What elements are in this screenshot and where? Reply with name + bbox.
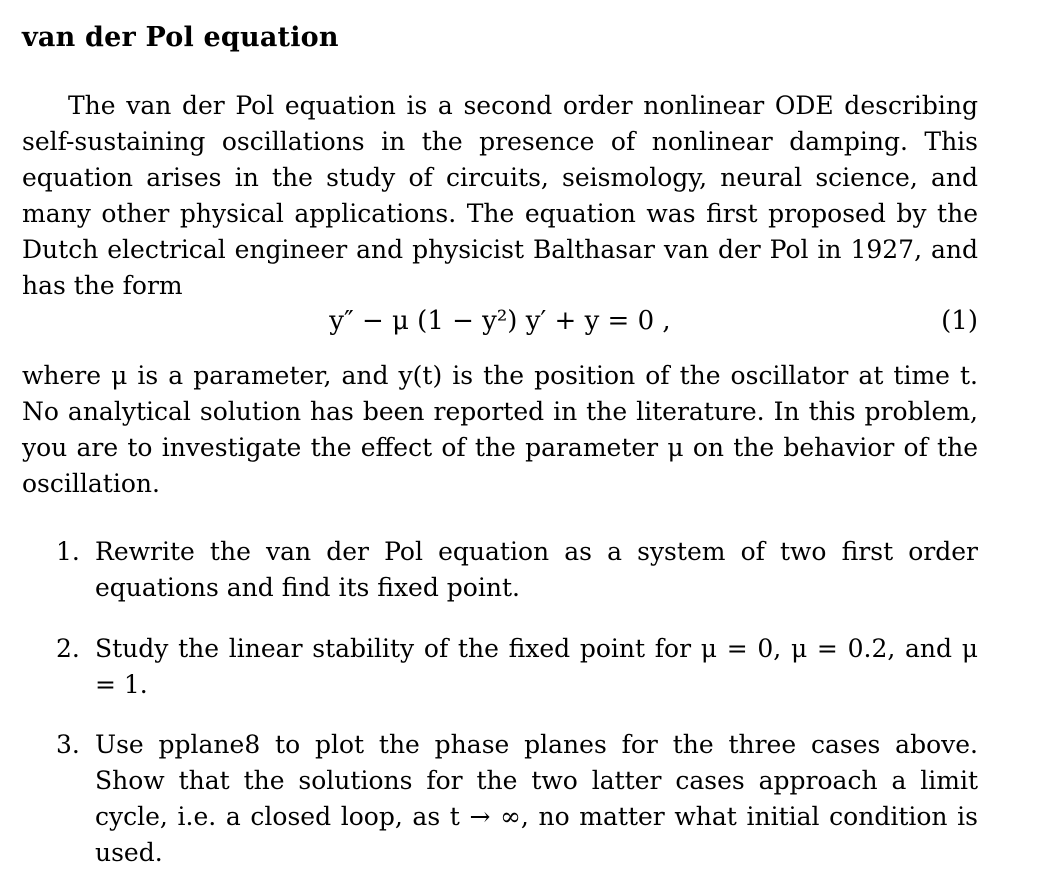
list-item — [56, 631, 978, 703]
equation-block — [22, 306, 978, 346]
section-title: van der Pol equation — [22, 22, 339, 53]
list-item-text: Study the linear stability of the fixed point for μ = 0, μ = 0.2, and μ = 1. — [95, 634, 978, 699]
equation-formula: y″ − μ (1 − y²) y′ + y = 0 , — [329, 306, 671, 336]
list-item-number: 1. — [56, 537, 80, 566]
second-paragraph: where μ is a parameter, and y(t) is the position of the oscillator at time t. No analytical solution has been reported in the literature. In this problem, you are to investigate the effect of the parameter μ on the behavior of the oscillation. — [22, 361, 978, 498]
list-item — [56, 727, 978, 871]
list-item-number: 3. — [56, 730, 80, 759]
intro-paragraph: The van der Pol equation is a second order nonlinear ODE describing self-sustaining oscillations in the presence of nonlinear damping. This equation arises in the study of circuits, seismology, neural science, and many other physical applications. The equation was first proposed by the Dutch electrical engineer and physicist Balthasar van der Pol in 1927, and has the form — [22, 91, 978, 300]
list-item-text: Use pplane8 to plot the phase planes for the three cases above. Show that the solutions for the two latter cases approach a limit cycle, i.e. a closed loop, as t → ∞, no matter what initial condition is used. — [95, 730, 978, 867]
list-item-text: Rewrite the van der Pol equation as a system of two first order equations and find its fixed point. — [95, 537, 978, 602]
list-item — [56, 534, 978, 606]
list-item-number: 2. — [56, 634, 80, 663]
equation-number: (1) — [941, 306, 978, 336]
